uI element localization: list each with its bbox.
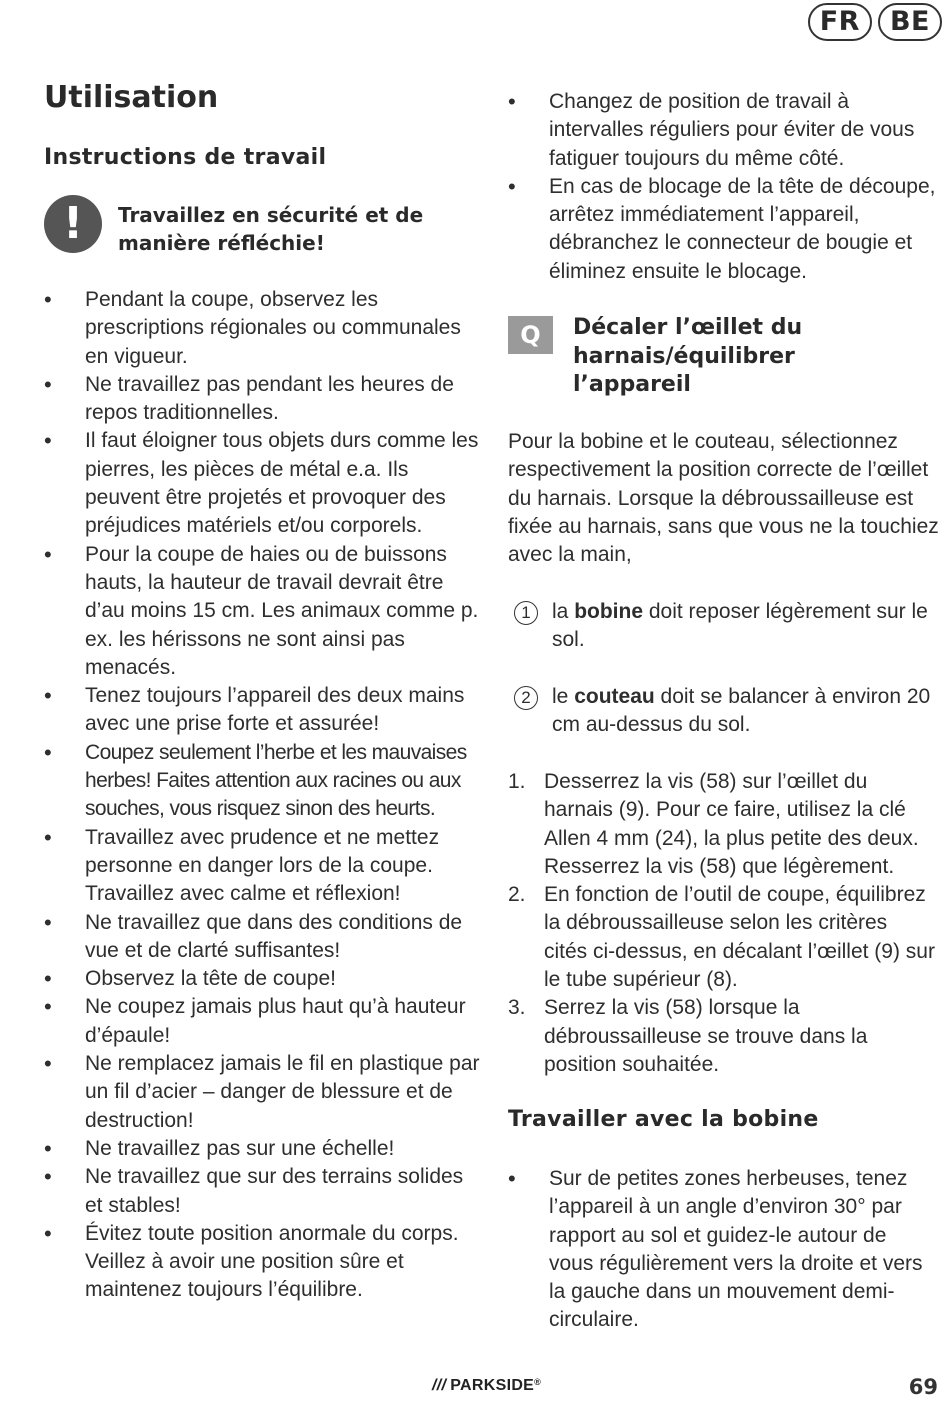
right-top-bullets-wrap: [508, 88, 942, 286]
list-item: • Sur de petites zones herbeuses, tenez l’appareil à un angle d’environ 30° par rapport au sol et guidez-le autour de vous régulièrement vers la droite et vers la gauche dans un mouvement demi-circulaire.: [508, 1165, 936, 1335]
section-q-title: [573, 314, 943, 400]
page-title: Utilisation: [44, 80, 219, 115]
warning-text: [118, 201, 423, 257]
list-item: • Pour la coupe de haies ou de buissons hauts, la hauteur de travail devrait être d’au moins 15 cm. Les animaux comme p. ex. les hérissons ne sont ainsi pas menacés.: [44, 541, 480, 682]
language-badges: [808, 3, 942, 41]
lang-badge-be: BE: [878, 3, 942, 41]
step-text: En fonction de l’outil de coupe, équilibrez la débroussailleuse selon les critères cités ci-dessus, en décalant l’œillet (9) sur le tube supérieur (8).: [544, 883, 935, 992]
section-q-title-line: Décaler l’œillet du: [573, 315, 803, 340]
section-heading-bobine: Travailler avec la bobine: [508, 1107, 819, 1132]
page-number: 69: [908, 1375, 938, 1399]
item-text-bold: bobine: [574, 600, 644, 623]
warning-line-1: Travaillez en sécurité et de: [118, 203, 424, 227]
step-item: [508, 768, 936, 881]
step-item: [508, 881, 936, 994]
step-text: Desserrez la vis (58) sur l’œillet du harnais (9). Pour ce faire, utilisez la clé Allen 4 mm (24), la plus petite des deux. Resserrez la vis (58) que légèrement.: [544, 770, 919, 878]
list-item: • Changez de position de travail à intervalles réguliers pour éviter de vous fatiguer toujours du même côté.: [508, 88, 942, 173]
item-text-bold: couteau: [574, 685, 655, 708]
brand-slashes: ///: [432, 1377, 447, 1394]
section-heading-instructions: Instructions de travail: [44, 145, 327, 170]
list-item: • Coupez seulement l’herbe et les mauvaises herbes! Faites attention aux racines ou aux souches, vous risquez sinon des heurts.: [44, 739, 480, 824]
step-number: 3.: [508, 996, 526, 1020]
list-item: • Évitez toute position anormale du corps. Veillez à avoir une position sûre et maintenez toujours l’équilibre.: [44, 1220, 480, 1305]
circled-number-2: 2: [514, 686, 538, 710]
section-q-badge: Q: [508, 316, 553, 354]
bobine-bullet-list: [508, 1165, 936, 1335]
warning-line-2: manière réfléchie!: [118, 231, 325, 255]
list-item: • Tenez toujours l’appareil des deux mains avec une prise forte et assurée!: [44, 682, 480, 739]
list-item: • Pendant la coupe, observez les prescriptions régionales ou communales en vigueur.: [44, 286, 480, 371]
left-bullet-list: [44, 286, 480, 1305]
section-q-title-line: l’appareil: [573, 372, 691, 397]
list-item: • Ne travaillez pas pendant les heures de repos traditionnelles.: [44, 371, 480, 428]
step-number: 2.: [508, 883, 526, 907]
left-bullet-list-wrap: [44, 286, 480, 1305]
setting-item-couteau: [508, 683, 944, 740]
numbered-steps: [508, 768, 936, 1079]
circled-number-1: 1: [514, 601, 538, 625]
section-q-title-line: harnais/équilibrer: [573, 343, 795, 369]
numbered-steps-wrap: [508, 768, 936, 1079]
brand-logo: /// PARKSIDE®: [432, 1377, 542, 1394]
list-item: • Il faut éloigner tous objets durs comme les pierres, les pièces de métal e.a. Ils peuvent être projetés et provoquer des préjudices matériels et/ou corporels.: [44, 427, 480, 540]
list-item: • En cas de blocage de la tête de découpe, arrêtez immédiatement l’appareil, débranchez le connecteur de bougie et éliminez ensuite le blocage.: [508, 173, 942, 286]
list-item: • Ne coupez jamais plus haut qu’à hauteur d’épaule!: [44, 993, 480, 1050]
section-q-intro: Pour la bobine et le couteau, sélectionnez respectivement la position correcte de l’œillet du harnais. Lorsque la débroussailleuse est fixée au harnais, sans que vous ne la touchiez avec la main,: [508, 430, 939, 567]
step-item: [508, 994, 936, 1079]
step-text: Serrez la vis (58) lorsque la débroussailleuse se trouve dans la position souhaitée.: [544, 996, 868, 1076]
list-item: • Ne travaillez que sur des terrains solides et stables!: [44, 1163, 480, 1220]
list-item: • Observez la tête de coupe!: [44, 965, 480, 993]
item-text-pre: la: [552, 600, 575, 623]
warning-exclamation-icon: !: [44, 195, 102, 253]
list-item: • Ne remplacez jamais le fil en plastique par un fil d’acier – danger de blessure et de destruction!: [44, 1050, 480, 1135]
bobine-bullets-wrap: [508, 1165, 936, 1335]
list-item: • Ne travaillez pas sur une échelle!: [44, 1135, 480, 1163]
item-text-post: doit reposer légèrement sur le sol.: [552, 600, 928, 652]
lang-badge-fr: FR: [808, 3, 872, 41]
list-item: • Travaillez avec prudence et ne mettez personne en danger lors de la coupe. Travaillez avec calme et réflexion!: [44, 824, 480, 909]
right-top-bullet-list: [508, 88, 942, 286]
step-number: 1.: [508, 770, 526, 793]
list-item: • Ne travaillez que dans des conditions de vue et de clarté suffisantes!: [44, 909, 480, 966]
item-text-pre: le: [552, 685, 575, 708]
brand-name: PARKSIDE: [450, 1377, 535, 1394]
warning-callout: [44, 195, 484, 257]
setting-item-bobine: [508, 598, 944, 655]
item-text-post: doit se balancer à environ 20 cm au-dessus du sol.: [552, 685, 931, 737]
